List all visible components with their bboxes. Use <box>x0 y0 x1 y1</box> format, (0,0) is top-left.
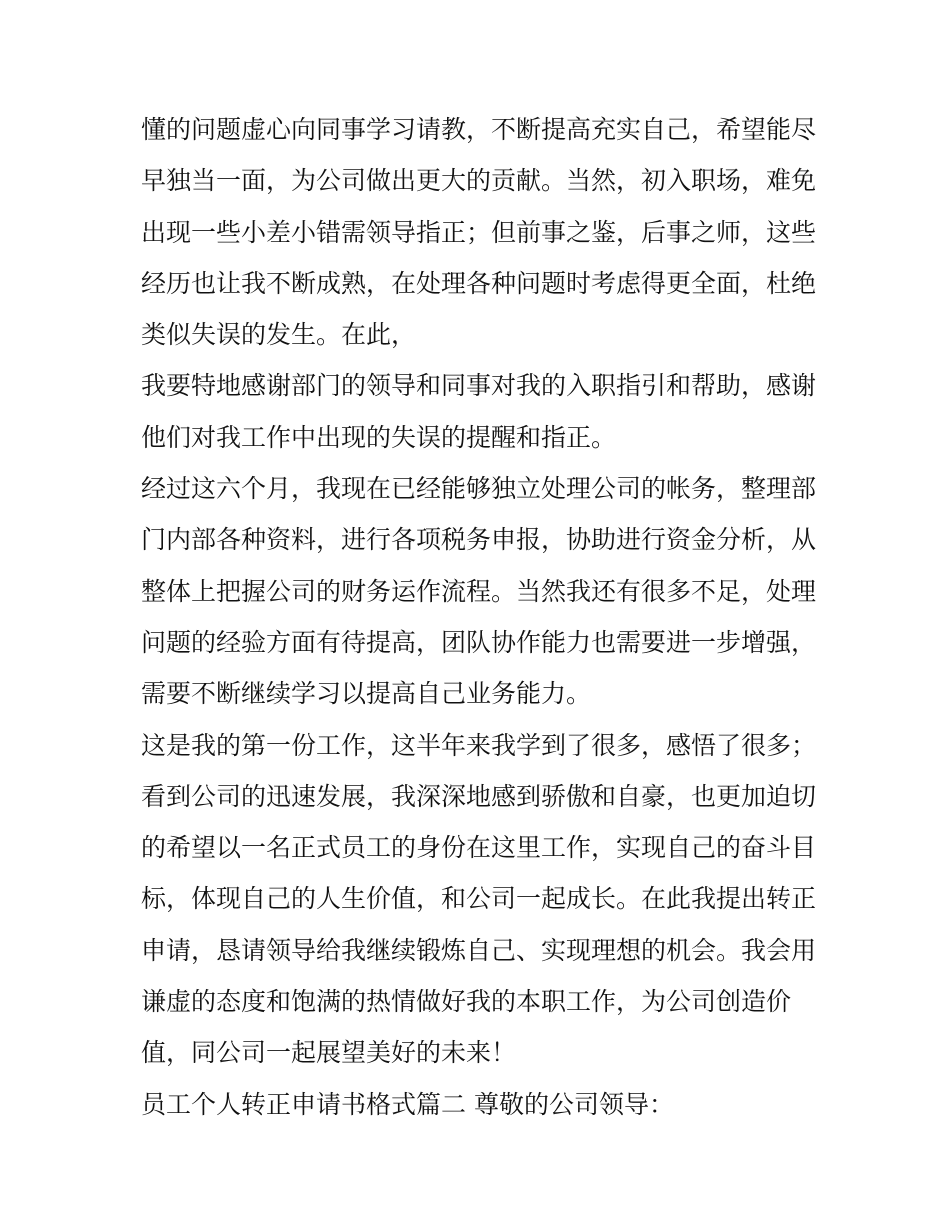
text-line: 的希望以一名正式员工的身份在这里工作，实现自己的奋斗目 <box>141 833 817 863</box>
text-line: 他们对我工作中出现的失误的提醒和指正。 <box>141 422 617 452</box>
text-line: 标，体现自己的人生价值，和公司一起成长。在此我提出转正 <box>141 884 817 914</box>
text-line: 看到公司的迅速发展，我深深地感到骄傲和自豪，也更加迫切 <box>141 781 817 811</box>
text-line: 需要不断继续学习以提高自己业务能力。 <box>141 679 592 709</box>
text-line: 整体上把握公司的财务运作流程。当然我还有很多不足，处理 <box>141 576 817 606</box>
text-line: 申请，恳请领导给我继续锻炼自己、实现理想的机会。我会用 <box>141 935 817 965</box>
text-line: 经历也让我不断成熟，在处理各种问题时考虑得更全面，杜绝 <box>141 268 817 298</box>
text-line: 谦虚的态度和饱满的热情做好我的本职工作，为公司创造价 <box>141 987 792 1017</box>
text-line: 值，同公司一起展望美好的未来！ <box>141 1038 517 1068</box>
text-line: 经过这六个月，我现在已经能够独立处理公司的帐务，整理部 <box>141 474 817 504</box>
section-heading-line: 员工个人转正申请书格式篇二 尊敬的公司领导： <box>141 1089 674 1119</box>
body-text <box>141 104 821 1130</box>
text-line: 懂的问题虚心向同事学习请教，不断提高充实自己，希望能尽 <box>141 115 817 144</box>
text-line: 这是我的第一份工作，这半年来我学到了很多，感悟了很多； <box>141 730 817 760</box>
text-line: 我要特地感谢部门的领导和同事对我的入职指引和帮助，感谢 <box>141 371 817 401</box>
text-line: 门内部各种资料，进行各项税务申报，协助进行资金分析，从 <box>141 525 817 555</box>
text-line: 问题的经验方面有待提高，团队协作能力也需要进一步增强， <box>141 627 817 657</box>
text-line: 出现一些小差小错需领导指正；但前事之鉴，后事之师，这些 <box>141 217 817 247</box>
text-line: 类似失误的发生。在此， <box>141 320 417 350</box>
text-line: 早独当一面，为公司做出更大的贡献。当然，初入职场，难免 <box>141 166 817 196</box>
